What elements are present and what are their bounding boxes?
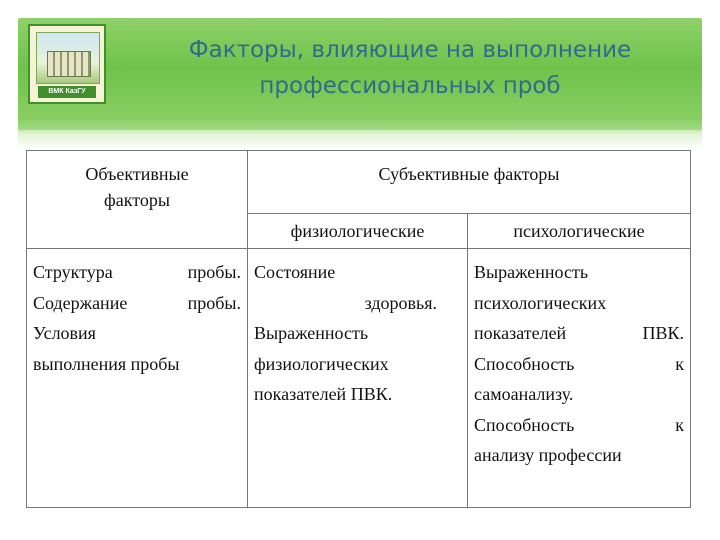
objective-line: Структура пробы. (33, 262, 241, 282)
objective-line: Содержание пробы. (33, 292, 241, 313)
factors-table (26, 150, 691, 508)
psycho-line: Способность к (474, 414, 684, 435)
table-body-row (27, 249, 691, 508)
objective-line: Условия (33, 323, 96, 343)
physio-cell (248, 249, 468, 508)
header-fade (18, 120, 702, 150)
title-line-2: профессиональных проб (259, 73, 561, 99)
psycho-line: Выраженность (474, 262, 589, 282)
college-logo (28, 24, 106, 104)
title-line-1: Факторы, влияющие на выполнение (188, 37, 632, 63)
psycho-line: анализу профессии (474, 445, 622, 465)
psycho-line: психологических (474, 292, 607, 313)
table-header-row (27, 151, 691, 214)
physio-header: физиологические (248, 214, 468, 249)
psycho-line: самоанализу. (474, 384, 574, 404)
building-icon (47, 51, 91, 77)
physio-line: здоровья. (364, 292, 437, 313)
psycho-line: показателей ПВК. (474, 323, 684, 343)
logo-image (36, 32, 100, 84)
objective-cell (27, 249, 248, 508)
physio-line: показателей ПВК. (254, 384, 393, 404)
physio-line: физиологических (254, 353, 389, 374)
logo-label: ВМК КазГУ (38, 86, 96, 98)
objective-header-line-2: факторы (104, 190, 170, 210)
objective-header (27, 151, 248, 249)
subjective-header: Субъективные факторы (248, 151, 691, 214)
objective-line: выполнения пробы (33, 353, 180, 374)
slide-title (120, 32, 700, 104)
objective-header-line-1: Объективные (85, 164, 189, 184)
psycho-line: Способность к (474, 353, 684, 374)
physio-line: Состояние (254, 262, 336, 282)
psycho-header: психологические (468, 214, 691, 249)
psycho-cell (468, 249, 691, 508)
physio-line: Выраженность (254, 323, 369, 343)
